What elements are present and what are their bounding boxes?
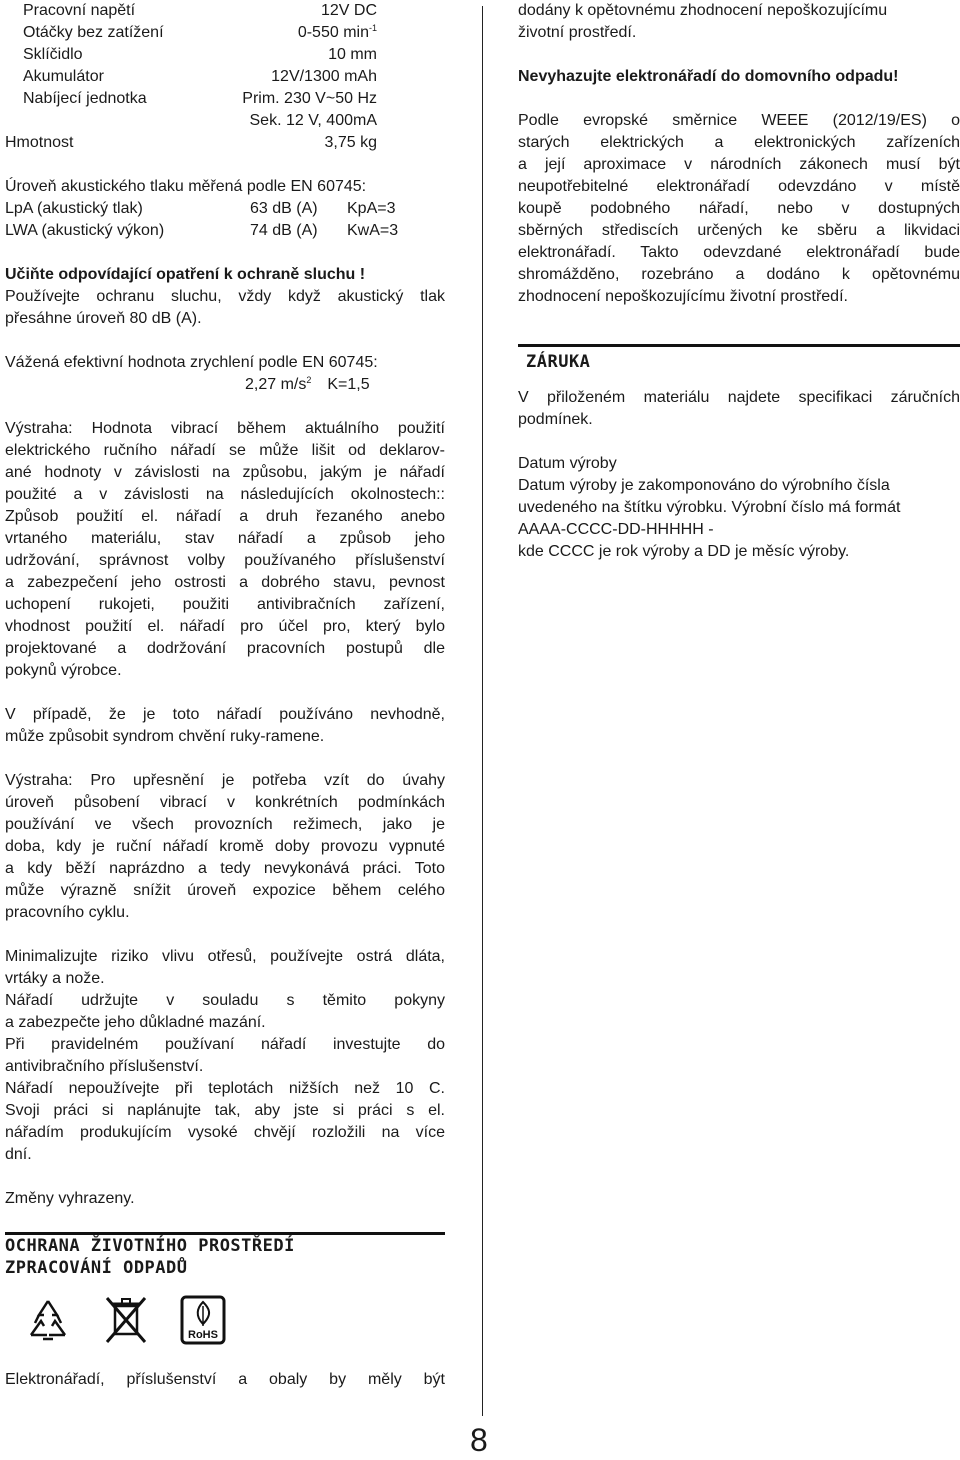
spec-value bbox=[242, 88, 377, 110]
spec-label: Akumulátor bbox=[23, 68, 104, 85]
weee-line: elektronářadí. Takto odevzdané elektronářadí bude bbox=[518, 244, 960, 261]
weee-line: starých elektrických a elektronických zařízeních bbox=[518, 134, 960, 151]
noise-k: KwA=3 bbox=[347, 222, 399, 239]
env-heading-line: OCHRANA ŽIVOTNÍHO PROSTŘEDÍ bbox=[5, 1236, 295, 1256]
paragraph bbox=[5, 704, 445, 748]
env-text-cont: dodány k opětovnému zhodnocení nepoškozujícímu bbox=[518, 2, 888, 19]
paragraph-line: udržování, správnost volby používaného příslušenství bbox=[5, 552, 445, 569]
column-divider bbox=[482, 6, 483, 1416]
paragraph-line: doba, kdy je ruční nářadí kromě doby provozu vypnuté bbox=[5, 838, 445, 855]
hearing-warning: Učiňte odpovídající opatření k ochraně sluchu ! bbox=[5, 266, 366, 283]
production-date-text: AAAA-CCCC-DD-HHHHH - bbox=[518, 521, 714, 538]
hearing-text: Používejte ochranu sluchu, vždy když akustický tlak bbox=[5, 288, 445, 305]
weee-line: koupě podobného nářadí, nebo v dostupných bbox=[518, 200, 960, 217]
paragraph bbox=[5, 418, 445, 682]
weee-line: zhodnocení nepoškozujícímu životní prostředí. bbox=[518, 288, 848, 305]
spec-row bbox=[5, 0, 445, 22]
noise-value: 74 dB (A) bbox=[250, 222, 318, 239]
spec-row bbox=[5, 44, 445, 66]
production-date-text: Datum výroby je zakomponováno do výrobního čísla bbox=[518, 477, 890, 494]
spacer bbox=[5, 1279, 445, 1289]
paragraph-line: projektované a dodržování pracovních postupů dle bbox=[5, 640, 445, 657]
paragraph bbox=[5, 1188, 445, 1210]
noise-name: LpA (akustický tlak) bbox=[5, 200, 143, 217]
paragraph-line: ané hodnoty v závislosti na způsobu, jakým je nářadí bbox=[5, 464, 445, 481]
rohs-label: RoHS bbox=[188, 1329, 218, 1341]
spacer bbox=[5, 242, 445, 264]
vibration-value: 2,27 m/s bbox=[245, 376, 307, 393]
spec-value-sup: -1 bbox=[368, 23, 377, 33]
spec-row bbox=[5, 132, 445, 154]
spec-label: Sklíčidlo bbox=[23, 46, 83, 63]
warranty-text: V přiloženém materiálu najdete specifikaci záručních bbox=[518, 389, 960, 406]
paragraph-line: Nářadí udržujte v souladu s těmito pokyny bbox=[5, 992, 445, 1009]
spec-row bbox=[5, 88, 445, 110]
paragraph-line: Změny vyhrazeny. bbox=[5, 1190, 135, 1207]
paragraph-line: a zabezpečení jeho ostrosti a dobrého stavu, pevnost bbox=[5, 574, 445, 591]
paragraph-line: vrtaného materiálu, stav nářadí a způsob jeho bbox=[5, 530, 445, 547]
page-number: 8 bbox=[470, 1422, 488, 1458]
spec-value bbox=[298, 22, 377, 44]
paragraph-line: a kdy běží naprázdno a tedy nevykonává práci. Toto bbox=[5, 860, 445, 877]
paragraph-line: uchopení rukojeti, použiti antivibračních zařízení, bbox=[5, 596, 445, 613]
paragraph-line: Výstraha: Pro upřesnění je potřeba vzít do úvahy bbox=[5, 772, 445, 789]
spec-row bbox=[5, 22, 445, 44]
spacer bbox=[5, 330, 445, 352]
spacer bbox=[5, 1351, 445, 1369]
spacer bbox=[518, 44, 960, 66]
no-household-waste: Nevyhazujte elektronářadí do domovního odpadu! bbox=[518, 68, 899, 85]
paragraph-line: Nářadí nepoužívejte při teplotách nižších než 10 C. bbox=[5, 1080, 445, 1097]
spacer bbox=[5, 748, 445, 770]
paragraph-line: může výrazně snížit úroveň expozice během celého bbox=[5, 882, 445, 899]
noise-name: LWA (akustický výkon) bbox=[5, 222, 165, 239]
paragraph-line: vhodnost použití el. nářadí pro účel pro, který bylo bbox=[5, 618, 445, 635]
rohs-icon bbox=[179, 1294, 227, 1346]
production-date-text: uvedeného na štítku výrobku. Výrobní číslo má formát bbox=[518, 499, 901, 516]
paragraph-line: Svoji práci si naplánujte tak, aby jste si práci s el. bbox=[5, 1102, 445, 1119]
paragraph-line: antivibračního příslušenství. bbox=[5, 1058, 204, 1075]
spacer bbox=[5, 682, 445, 704]
paragraph-line: úroveň působení vibrací v konkrétních podmínkách bbox=[5, 794, 445, 811]
production-date-title: Datum výroby bbox=[518, 455, 617, 472]
spacer bbox=[5, 924, 445, 946]
spec-value-text: 12V DC bbox=[320, 2, 377, 19]
paragraph-line: V případě, že je toto nářadí používáno nevhodně, bbox=[5, 706, 445, 723]
hearing-text: přesáhne úroveň 80 dB (A). bbox=[5, 310, 202, 327]
weee-line: sběrných střediscích určených ke sběru a likvidaci bbox=[518, 222, 960, 239]
env-heading-line: ZPRACOVÁNÍ ODPADŮ bbox=[5, 1258, 188, 1278]
spacer bbox=[5, 1210, 445, 1232]
paragraph-line: nářadím produkujícím vysoké chvějí rozložili na více bbox=[5, 1124, 445, 1141]
spacer bbox=[518, 373, 960, 387]
spec-label: Pracovní napětí bbox=[23, 2, 136, 19]
vibration-k: K=1,5 bbox=[327, 376, 370, 393]
paragraph-line: Minimalizujte riziko vlivu otřesů, používejte ostrá dláta, bbox=[5, 948, 445, 965]
left-column bbox=[5, 0, 445, 1391]
crossed-out-bin-icon bbox=[103, 1294, 149, 1346]
production-date-text: kde CCCC je rok výroby a DD je měsíc výroby. bbox=[518, 543, 850, 560]
weee-line: Podle evropské směrnice WEEE (2012/19/ES) o bbox=[518, 112, 960, 129]
spec-value bbox=[271, 66, 377, 88]
spec-value-text: 12V/1300 mAh bbox=[271, 68, 377, 85]
paragraph bbox=[5, 770, 445, 924]
vibration-title: Vážená efektivní hodnota zrychlení podle EN 60745: bbox=[5, 354, 378, 371]
vibration-value-row bbox=[5, 374, 445, 396]
spec-value-text: Prim. 230 V~50 Hz bbox=[242, 90, 377, 107]
spec-value bbox=[321, 0, 377, 22]
warranty-text: podmínek. bbox=[518, 411, 593, 428]
recycle-icon bbox=[23, 1295, 73, 1345]
weee-line: shromážděno, rozebráno a dodáno k opětovnému bbox=[518, 266, 960, 283]
paragraph-line: dní. bbox=[5, 1146, 32, 1163]
paragraph-line: může způsobit syndrom chvění ruky-ramene. bbox=[5, 728, 325, 745]
spacer bbox=[5, 396, 445, 418]
env-text-cont: životní prostředí. bbox=[518, 24, 637, 41]
spacer bbox=[518, 88, 960, 110]
paragraph-line: elektrického ručního nářadí se může lišit od deklarov- bbox=[5, 442, 445, 459]
spec-value-text: 10 mm bbox=[328, 46, 377, 63]
heading-rule bbox=[518, 344, 960, 347]
paragraph-line: Výstraha: Hodnota vibrací během aktuálního použití bbox=[5, 420, 445, 437]
spec-value-text: Sek. 12 V, 400mA bbox=[249, 112, 377, 129]
spacer bbox=[518, 431, 960, 453]
spec-value bbox=[325, 132, 377, 154]
paragraph-line: Při pravidelném používaní nářadí investujte do bbox=[5, 1036, 445, 1053]
spec-value-text: 0-550 min bbox=[297, 24, 369, 41]
spec-value bbox=[328, 44, 377, 66]
paragraph-line: a zabezpečte jeho důkladné mazání. bbox=[5, 1014, 266, 1031]
paragraph-line: použité a v závislosti na následujících okolnostech:: bbox=[5, 486, 445, 503]
env-heading bbox=[5, 1232, 445, 1279]
spec-value bbox=[250, 110, 378, 132]
noise-row bbox=[5, 198, 445, 220]
paragraph-line: Způsob použití el. nářadí a druh řezaného anebo bbox=[5, 508, 445, 525]
noise-value: 63 dB (A) bbox=[250, 200, 318, 217]
noise-title: Úroveň akustického tlaku měřená podle EN 60745: bbox=[5, 178, 367, 195]
spacer bbox=[518, 308, 960, 344]
spacer bbox=[5, 154, 445, 176]
spec-row bbox=[5, 66, 445, 88]
paragraph-line: pokynů výrobce. bbox=[5, 662, 122, 679]
spec-label: Otáčky bez zatížení bbox=[23, 24, 164, 41]
warranty-heading: ZÁRUKA bbox=[526, 352, 591, 372]
recycling-icons bbox=[23, 1289, 445, 1351]
weee-line: a její aproximace v národních zákonech musí být bbox=[518, 156, 960, 173]
right-column bbox=[518, 0, 960, 563]
paragraph-line: používání ve všech provozních režimech, jako je bbox=[5, 816, 445, 833]
spec-label: Hmotnost bbox=[5, 134, 74, 151]
vibration-sup: 2 bbox=[306, 375, 312, 385]
spacer bbox=[5, 1166, 445, 1188]
noise-row bbox=[5, 220, 445, 242]
noise-k: KpA=3 bbox=[347, 200, 396, 217]
warranty-heading-block bbox=[518, 344, 960, 373]
spec-row bbox=[5, 110, 445, 132]
env-text: Elektronářadí, příslušenství a obaly by měly být bbox=[5, 1371, 445, 1388]
paragraph-line: pracovního cyklu. bbox=[5, 904, 130, 921]
spec-value-text: 3,75 kg bbox=[324, 134, 377, 151]
spec-label: Nabíjecí jednotka bbox=[23, 90, 147, 107]
paragraph-line: vrtáky a nože. bbox=[5, 970, 105, 987]
paragraph bbox=[5, 946, 445, 1166]
weee-line: neupotřebitelné elektronářadí odevzdáno v místě bbox=[518, 178, 960, 195]
